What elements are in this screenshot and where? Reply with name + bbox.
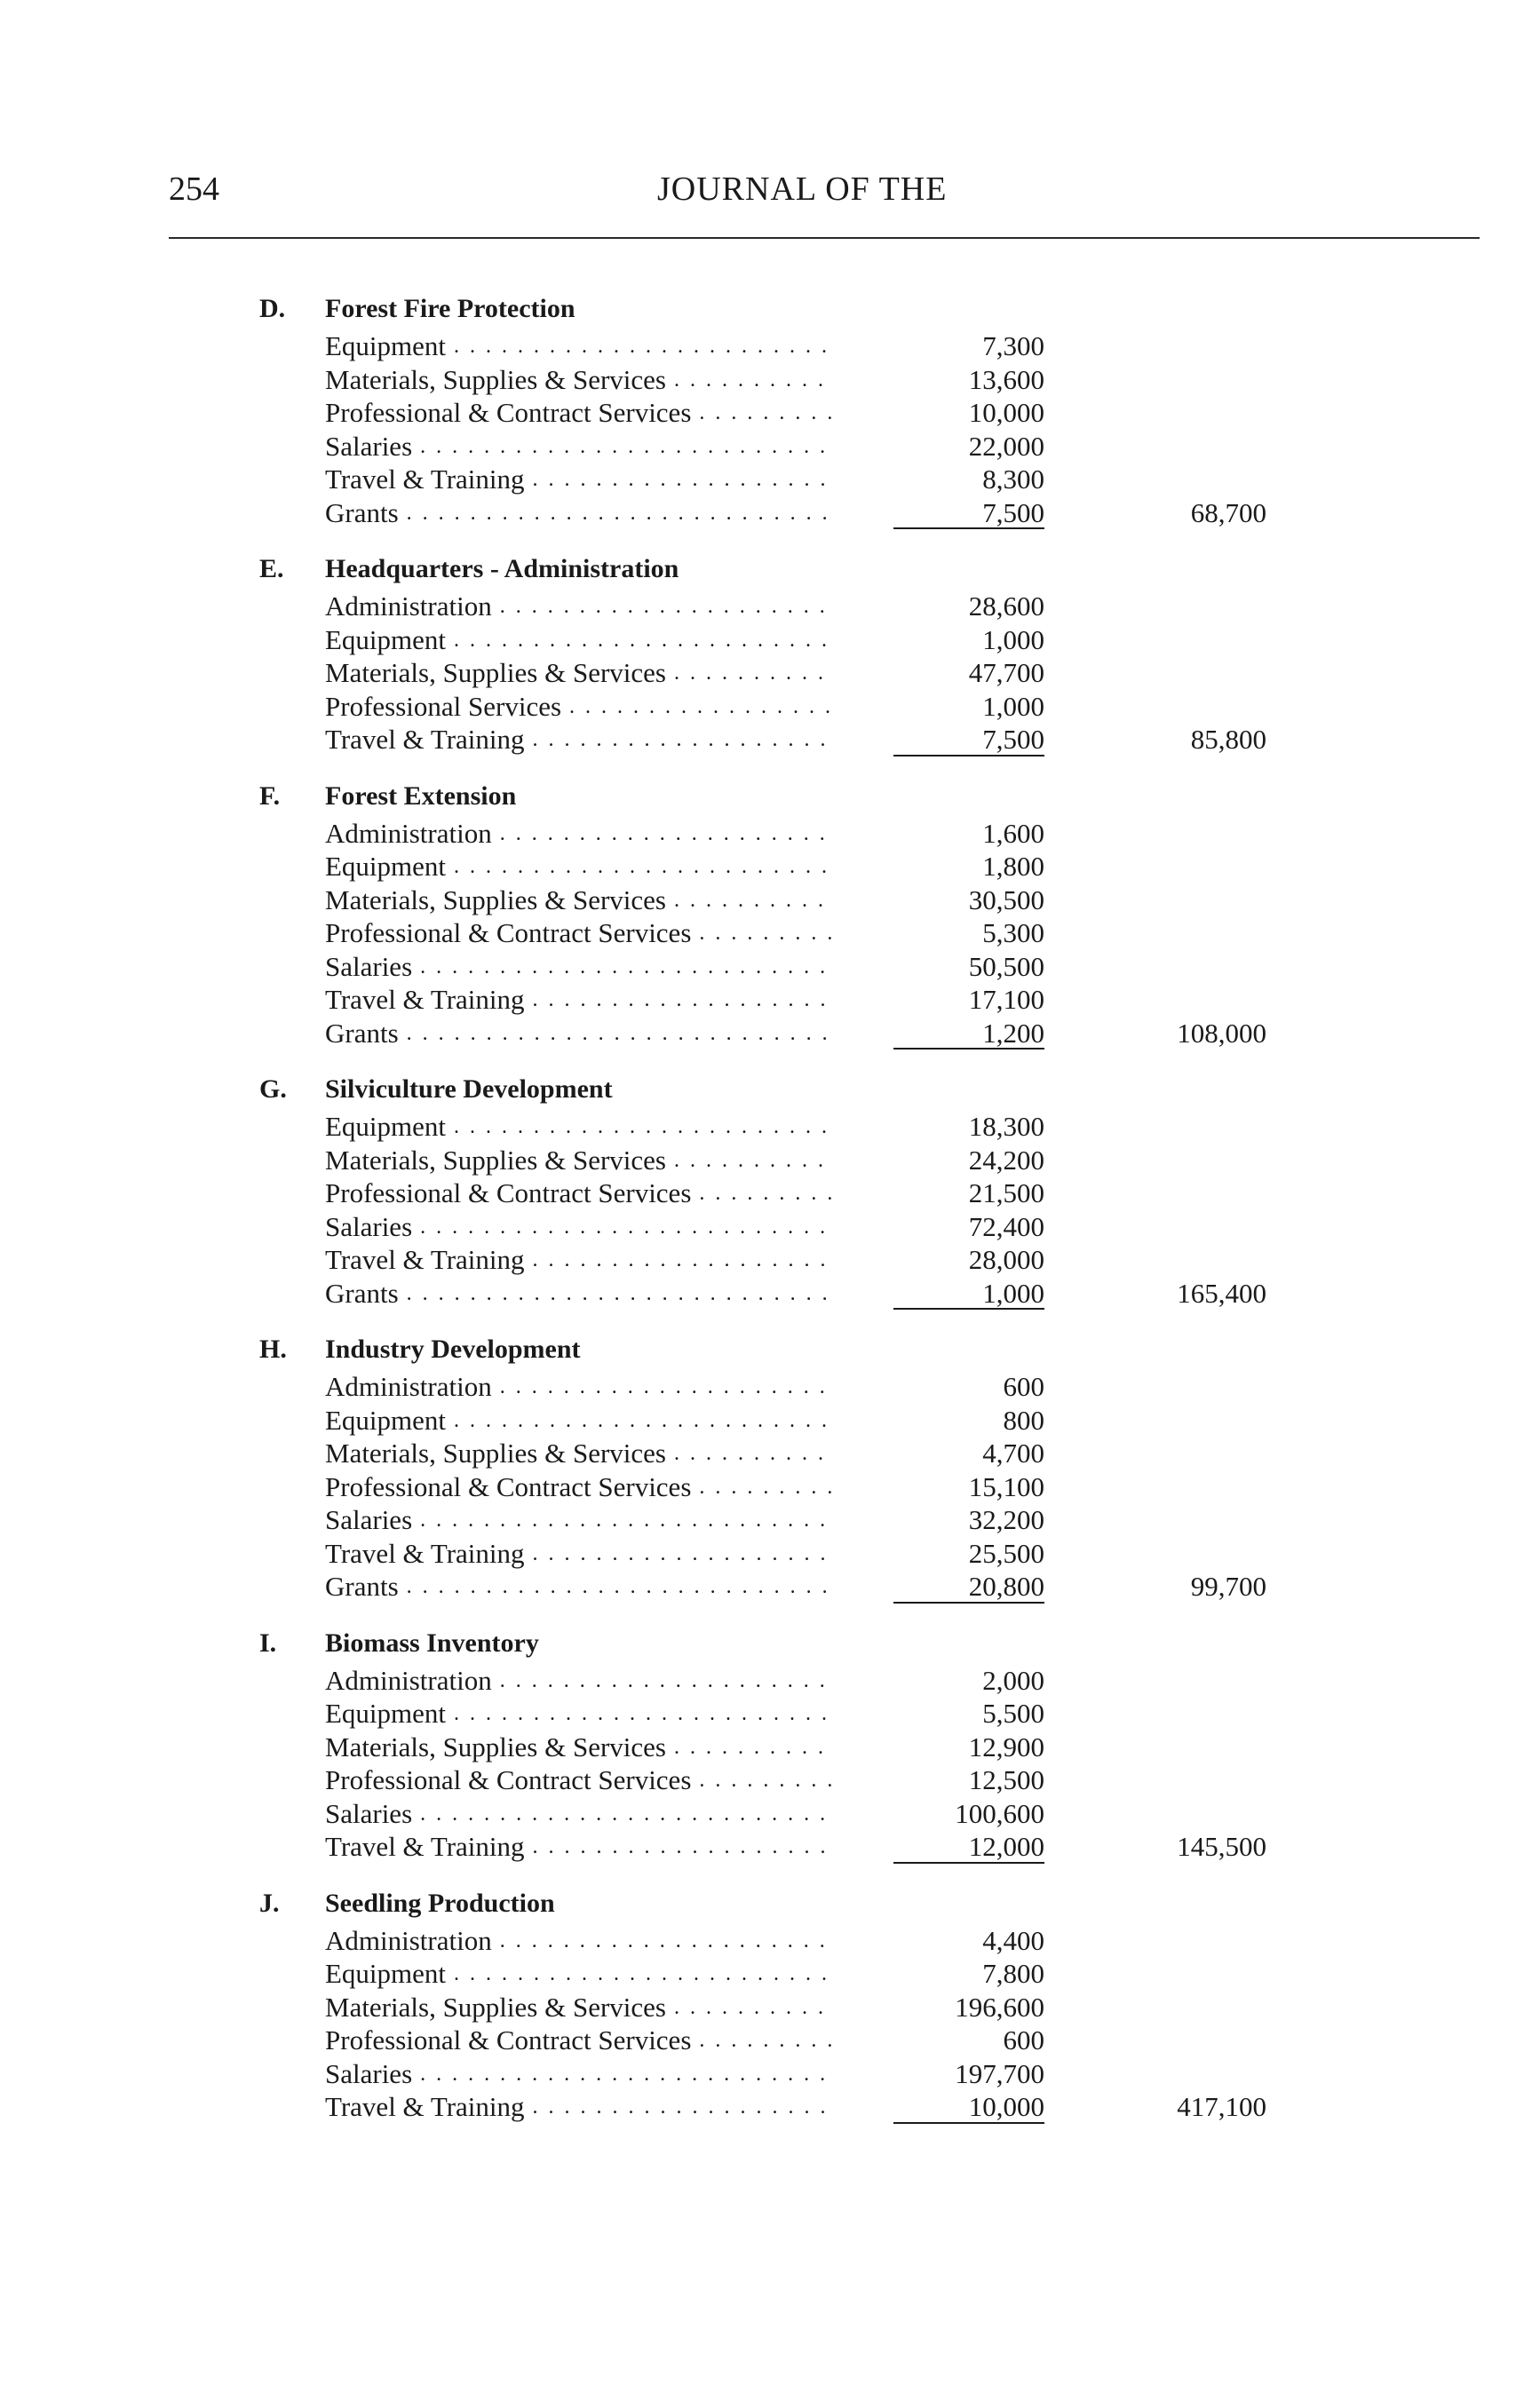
line-item-amount: 30,500	[968, 883, 1044, 915]
line-item-label: Professional & Contract Services . . .	[325, 916, 831, 954]
line-item-amount: 5,500	[982, 1698, 1044, 1729]
line-item	[0, 329, 1524, 363]
line-item-label: Materials, Supplies & Services . . .	[325, 883, 831, 921]
line-item-amount: 12,900	[968, 1731, 1044, 1762]
line-item-amount: 12,500	[968, 1764, 1044, 1795]
section-letter: E.	[259, 554, 284, 583]
line-item-amount: 2,000	[982, 1664, 1044, 1696]
line-item	[0, 723, 1524, 756]
line-item-amount: 4,700	[982, 1438, 1044, 1469]
line-item-amount: 1,200	[888, 1017, 1044, 1050]
line-item-label: Equipment . . .	[325, 850, 831, 887]
line-item-amount: 72,400	[968, 1210, 1044, 1242]
line-item	[0, 983, 1524, 1017]
line-item	[0, 430, 1524, 463]
line-item-amount: 17,100	[968, 984, 1044, 1015]
line-item	[0, 916, 1524, 950]
line-item-label: Travel & Training . . .	[325, 723, 831, 760]
line-item-amount: 21,500	[968, 1177, 1044, 1208]
line-item-label: Grants . . .	[325, 1570, 831, 1607]
line-item-label: Equipment . . .	[325, 1404, 831, 1441]
line-item-amount: 1,000	[888, 1277, 1044, 1311]
line-item	[0, 1176, 1524, 1210]
page-number: 254	[169, 170, 219, 208]
line-item	[0, 656, 1524, 690]
line-item-amount: 32,200	[968, 1504, 1044, 1535]
section-total: 99,700	[1190, 1571, 1266, 1602]
line-item	[0, 1570, 1524, 1604]
line-item-amount: 50,500	[968, 950, 1044, 982]
section-letter: J.	[259, 1888, 280, 1918]
section-title: Industry Development	[325, 1335, 581, 1364]
line-item-amount: 24,200	[968, 1144, 1044, 1176]
line-item	[0, 1537, 1524, 1571]
section-total: 108,000	[1177, 1017, 1266, 1049]
line-item-amount: 1,600	[982, 817, 1044, 849]
line-item-amount: 7,800	[982, 1958, 1044, 1989]
line-item-amount: 197,700	[955, 2057, 1044, 2089]
line-item-label: Professional Services . . .	[325, 690, 831, 727]
budget-section	[0, 1329, 1524, 1604]
line-item-label: Salaries . . .	[325, 950, 831, 987]
line-item-label: Equipment . . .	[325, 623, 831, 661]
line-item	[0, 2057, 1524, 2091]
line-item-amount: 22,000	[968, 430, 1044, 462]
line-item	[0, 1437, 1524, 1470]
line-item	[0, 1243, 1524, 1277]
line-item-label: Grants . . .	[325, 1017, 831, 1054]
line-item-label: Administration . . .	[325, 1370, 831, 1407]
line-item	[0, 623, 1524, 657]
line-item	[0, 1470, 1524, 1504]
line-item-label: Administration . . .	[325, 590, 831, 627]
line-item-amount: 20,800	[888, 1570, 1044, 1604]
line-item-label: Travel & Training . . .	[325, 983, 831, 1020]
line-item-amount: 7,500	[888, 723, 1044, 756]
line-item	[0, 590, 1524, 623]
line-item-label: Materials, Supplies & Services . . .	[325, 1731, 831, 1768]
line-item-label: Professional & Contract Services . . .	[325, 1470, 831, 1508]
line-item-label: Salaries . . .	[325, 1797, 831, 1834]
line-item-amount: 600	[1003, 2024, 1044, 2056]
section-total: 417,100	[1177, 2091, 1266, 2122]
line-item-amount: 10,000	[968, 397, 1044, 428]
line-item	[0, 363, 1524, 397]
line-item-label: Travel & Training . . .	[325, 2090, 831, 2127]
section-heading	[0, 1069, 1524, 1110]
line-item-label: Equipment . . .	[325, 329, 831, 367]
line-item	[0, 817, 1524, 851]
line-item-label: Travel & Training . . .	[325, 1830, 831, 1867]
line-item-amount: 800	[1003, 1404, 1044, 1436]
budget-section	[0, 776, 1524, 1050]
line-item	[0, 396, 1524, 430]
budget-section	[0, 1623, 1524, 1864]
line-item-amount: 600	[1003, 1371, 1044, 1402]
line-item-amount: 15,100	[968, 1470, 1044, 1502]
line-item-amount: 4,400	[982, 1924, 1044, 1956]
line-item-amount: 5,300	[982, 917, 1044, 948]
section-title: Headquarters - Administration	[325, 554, 679, 583]
line-item-label: Materials, Supplies & Services . . .	[325, 656, 831, 693]
line-item	[0, 1370, 1524, 1404]
section-title: Forest Extension	[325, 780, 517, 811]
line-item	[0, 850, 1524, 883]
line-item-label: Professional & Contract Services . . .	[325, 1176, 831, 1214]
line-item-amount: 1,000	[982, 623, 1044, 655]
line-item-amount: 12,000	[888, 1830, 1044, 1864]
line-item-amount: 8,300	[982, 463, 1044, 495]
line-item	[0, 1664, 1524, 1698]
line-item	[0, 1797, 1524, 1831]
line-item-label: Equipment . . .	[325, 1957, 831, 1994]
budget-table	[0, 289, 1524, 2143]
line-item-label: Salaries . . .	[325, 2057, 831, 2095]
line-item	[0, 950, 1524, 984]
line-item	[0, 1830, 1524, 1864]
section-total: 165,400	[1177, 1277, 1266, 1309]
section-heading	[0, 1623, 1524, 1664]
line-item	[0, 883, 1524, 917]
running-title: JOURNAL OF THE	[657, 170, 948, 208]
section-heading	[0, 289, 1524, 329]
section-letter: D.	[259, 294, 286, 323]
line-item-label: Salaries . . .	[325, 430, 831, 467]
line-item-label: Materials, Supplies & Services . . .	[325, 363, 831, 400]
line-item	[0, 690, 1524, 724]
line-item	[0, 2090, 1524, 2124]
line-item-label: Salaries . . .	[325, 1210, 831, 1248]
line-item	[0, 1210, 1524, 1244]
line-item-amount: 25,500	[968, 1537, 1044, 1569]
line-item-amount: 47,700	[968, 657, 1044, 688]
line-item-amount: 10,000	[888, 2090, 1044, 2124]
line-item-label: Equipment . . .	[325, 1697, 831, 1734]
section-total: 145,500	[1177, 1831, 1266, 1862]
section-total: 85,800	[1190, 724, 1266, 755]
budget-section	[0, 1069, 1524, 1310]
budget-section	[0, 549, 1524, 756]
line-item-label: Grants . . .	[325, 1277, 831, 1314]
line-item	[0, 1017, 1524, 1050]
line-item-label: Materials, Supplies & Services . . .	[325, 1144, 831, 1181]
line-item-label: Professional & Contract Services . . .	[325, 396, 831, 433]
line-item-amount: 100,600	[955, 1797, 1044, 1829]
section-title: Silviculture Development	[325, 1074, 613, 1104]
line-item-label: Travel & Training . . .	[325, 1243, 831, 1280]
header-rule	[169, 237, 1480, 239]
line-item-label: Administration . . .	[325, 817, 831, 854]
line-item	[0, 1731, 1524, 1764]
line-item-label: Travel & Training . . .	[325, 463, 831, 500]
line-item	[0, 2024, 1524, 2057]
line-item	[0, 1503, 1524, 1537]
line-item-amount: 13,600	[968, 363, 1044, 395]
section-heading	[0, 776, 1524, 817]
line-item	[0, 1924, 1524, 1958]
line-item-amount: 18,300	[968, 1111, 1044, 1142]
line-item	[0, 1110, 1524, 1144]
line-item-label: Salaries . . .	[325, 1503, 831, 1541]
section-total: 68,700	[1190, 496, 1266, 528]
line-item-label: Grants . . .	[325, 496, 831, 534]
section-title: Forest Fire Protection	[325, 294, 575, 323]
line-item-label: Professional & Contract Services . . .	[325, 2024, 831, 2061]
line-item-label: Materials, Supplies & Services . . .	[325, 1991, 831, 2028]
line-item-amount: 28,000	[968, 1244, 1044, 1275]
line-item-amount: 7,300	[982, 330, 1044, 361]
line-item-amount: 1,000	[982, 690, 1044, 722]
line-item	[0, 1991, 1524, 2024]
line-item	[0, 1404, 1524, 1438]
section-heading	[0, 1883, 1524, 1924]
line-item	[0, 496, 1524, 530]
line-item-amount: 28,600	[968, 590, 1044, 622]
section-letter: I.	[259, 1628, 277, 1658]
budget-section	[0, 289, 1524, 529]
section-heading	[0, 549, 1524, 590]
line-item	[0, 1277, 1524, 1311]
line-item-label: Professional & Contract Services . . .	[325, 1763, 831, 1801]
section-title: Biomass Inventory	[325, 1628, 539, 1658]
line-item-amount: 7,500	[888, 496, 1044, 530]
line-item	[0, 463, 1524, 496]
line-item-label: Administration . . .	[325, 1924, 831, 1961]
line-item	[0, 1144, 1524, 1177]
section-title: Seedling Production	[325, 1888, 555, 1918]
line-item-label: Equipment . . .	[325, 1110, 831, 1147]
budget-section	[0, 1883, 1524, 2124]
section-letter: F.	[259, 780, 281, 811]
section-heading	[0, 1329, 1524, 1370]
line-item	[0, 1697, 1524, 1731]
line-item-label: Travel & Training . . .	[325, 1537, 831, 1574]
line-item-amount: 1,800	[982, 851, 1044, 882]
line-item	[0, 1763, 1524, 1797]
line-item-label: Materials, Supplies & Services . . .	[325, 1437, 831, 1474]
line-item-label: Administration . . .	[325, 1664, 831, 1701]
line-item-amount: 196,600	[955, 1991, 1044, 2023]
line-item	[0, 1957, 1524, 1991]
section-letter: H.	[259, 1335, 287, 1364]
section-letter: G.	[259, 1074, 287, 1104]
